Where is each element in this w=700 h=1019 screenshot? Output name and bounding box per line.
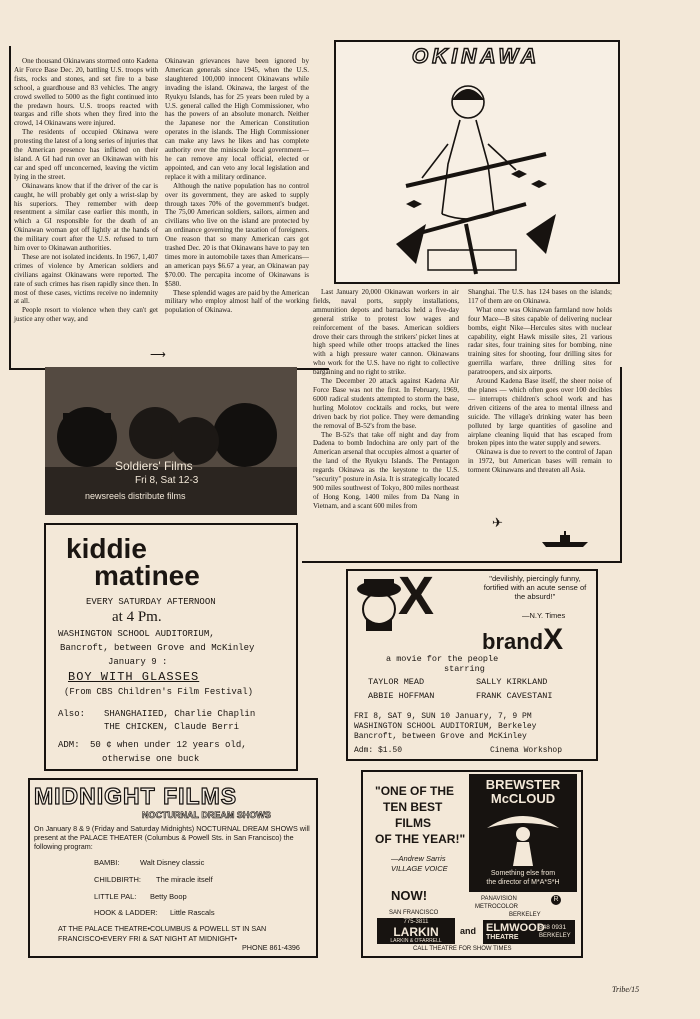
winged-man-drawing — [483, 808, 563, 868]
midnight-program-1-desc: Walt Disney classic — [140, 858, 205, 867]
brewster-panavision: PANAVISION — [481, 896, 517, 902]
brand-x-dates-1: FRI 8, SAT 9, SUN 10 January, 7, 9 PM — [354, 712, 532, 721]
brewster-and: and — [460, 926, 477, 936]
elmwood-box — [483, 920, 575, 944]
article-paragraph: The B-52's that take off night and day from Dadena to bomb Indochina are only part of the American arsenal that occupies almost a quarter of the land of the Ryukyu Islands. The Pentagon regards Okinawa as the keystone to the U.S. "security" posture in Asia. It is strategically located 900 miles southwest of Tokyo, 800 miles northeast of Hong Kong, 1400 miles from Da Nang in Vietnam, and a scant 600 miles from — [313, 430, 459, 510]
okinawa-illustration — [334, 40, 620, 284]
kiddie-source: (From CBS Children's Film Festival) — [64, 687, 254, 697]
midnight-program-4-desc: Little Rascals — [170, 908, 215, 917]
kiddie-every-saturday: EVERY SATURDAY AFTERNOON — [86, 597, 216, 607]
article-column-4 — [468, 288, 612, 475]
kiddie-feature: BOY WITH GLASSES — [68, 670, 200, 684]
ship-icon — [540, 530, 590, 548]
article-column-2 — [165, 57, 309, 315]
brewster-quote-3: FILMS — [395, 816, 431, 830]
brand-x-cast-1b: SALLY KIRKLAND — [476, 677, 548, 687]
kiddie-adm-2: otherwise one buck — [102, 754, 200, 764]
kiddie-title-2: matinee — [94, 560, 200, 591]
article-paragraph: Okinawans know that if the driver of the car is caught, he will probably get only a wrist-slap by his superiors. They remember with deep resentment a similar case earlier this month, in which a GI responsible for the death of an Okinawan woman got off lightly at the hands of the military court after the U.S. refused to turn him over to Okinawan authorities. — [14, 181, 158, 253]
brewster-city-2: BERKELEY — [509, 912, 541, 918]
midnight-phone: PHONE 861-4396 — [242, 943, 300, 952]
soldiers-films-line2: Fri 8, Sat 12-3 — [135, 475, 199, 486]
brewster-phone-2: 848 0931 — [539, 924, 567, 931]
midnight-program-3-desc: Betty Boop — [150, 892, 187, 901]
article-column-3 — [313, 288, 459, 511]
brand-x-cast-2a: ABBIE HOFFMAN — [368, 691, 435, 701]
brewster-phone-1: 775-3811 — [403, 919, 429, 925]
brand-x-adm: Adm: $1.50 — [354, 746, 403, 755]
brewster-city-1: SAN FRANCISCO — [389, 910, 439, 916]
brand-x-dates-2: WASHINGTON SCHOOL AUDITORIUM, Berkeley — [354, 722, 537, 731]
brand-x-quote-source: —N.Y. Times — [522, 611, 566, 620]
article-paragraph: These splendid wages are paid by the American military who employ almost half of the working population of Okinawa. — [165, 288, 309, 315]
article-paragraph: The December 20 attack against Kadena Air Force Base was not the first. In February, 1969, 6000 radical students attempted to storm the base, hurling Molotov cocktails and rocks, but were driven back by riot police. They were demanding the removal of B-52's from the base. — [313, 377, 459, 430]
brewster-quote-1: "ONE OF THE — [375, 784, 455, 798]
brand-x-ad — [346, 566, 598, 761]
brewster-address-1: LARKIN & O'FARRELL — [390, 938, 442, 944]
midnight-program-3-title: LITTLE PAL: — [94, 892, 137, 901]
airplane-icon: ✈ — [492, 515, 503, 530]
continue-arrow-icon: ⟶ — [150, 349, 166, 361]
article-paragraph: People resort to violence when they can't get justice any other way, and — [14, 306, 158, 324]
brewster-theater-2b: THEATRE — [486, 934, 519, 941]
midnight-intro: On January 8 & 9 (Friday and Saturday Midnights) NOCTURNAL DREAM SHOWS will present at the PALACE THEATER (Columbus & Powell Sts. in San Francisco) the following program: — [34, 824, 310, 851]
brewster-title-2: McCLOUD — [490, 791, 556, 806]
article-paragraph: The residents of occupied Okinawa were protesting the latest of a long series of injuries that the American presence has inflicted on their island. A GI had run over an Okinawan with his car and sped off unconcerned, leaving the victim lying in the street. — [14, 128, 158, 181]
midnight-program-2-title: CHILDBIRTH: — [94, 875, 141, 884]
brand-x-tagline-2: starring — [444, 664, 485, 674]
brand-x-dates-3: Bancroft, between Grove and McKinley — [354, 732, 527, 741]
kiddie-also-2: THE CHICKEN, Claude Berri — [104, 722, 240, 732]
midnight-subtitle: NOCTURNAL DREAM SHOWS — [142, 810, 271, 820]
brewster-tagline-1: Something else from — [490, 870, 556, 877]
brand-x-quote: "devilishly, piercingly funny, fortified with an acute sense of the absurd!" — [483, 574, 587, 601]
brewster-critic: —Andrew Sarris — [391, 854, 446, 863]
midnight-footer-2: FRANCISCO•EVERY FRI & SAT NIGHT AT MIDNIGHT• — [58, 934, 238, 943]
brand-x-tagline-1: a movie for the people — [386, 654, 499, 664]
midnight-films-ad — [28, 778, 318, 958]
soldiers-films-line3: newsreels distribute films — [85, 491, 186, 501]
article-paragraph: Around Kadena Base itself, the sheer noise of the planes — which often goes over 100 decibles — interrupts children's school work and has driven citizens of the area to mental illness and suicide. The village's drinking water has been polluted by large quantities of gasoline and airplane cleaning liquid that has escaped from broken pipes into the water supply and sewers. — [468, 377, 612, 448]
soldiers-films-photo — [45, 367, 297, 515]
brewster-city-2b: BERKELEY — [539, 933, 571, 939]
brewster-mccloud-ad — [361, 770, 583, 958]
kiddie-date: January 9 : — [108, 657, 168, 667]
article-paragraph: These are not isolated incidents. In 1967, 1,407 crimes of violence by American soldiers and civilians against Okinawans were reported. The rate of such crimes has risen rapidly since then. In most of these cases, victims receive no indemnity at all. — [14, 252, 158, 306]
midnight-program-4-title: HOOK & LADDER: — [94, 908, 158, 917]
article-paragraph: Although the native population has no control over its government, they are asked to supply through taxes 70% of the government's budget. The 75,00 American soldiers, sailors, airmen and civilians who live on the island are protected by an ordinance governing the taxation of foreigners. One reason that so many American cars got trashed Dec. 20 is that Okinawans have to pay ten times more in automobile taxes than Americans—an american pays $6.67 a year, an Okinawan pay $70.00. The percapita income of Okinawans is $580. — [165, 181, 309, 288]
brewster-title-1: BREWSTER — [485, 777, 561, 792]
okinawa-title: OKINAWA — [411, 45, 541, 68]
brewster-theater-2: ELMWOOD — [486, 922, 545, 934]
kiddie-venue: WASHINGTON SCHOOL AUDITORIUM, — [58, 629, 215, 639]
article-paragraph: One thousand Okinawans stormed onto Kadena Air Force Base Dec. 20, battling U.S. troops with fists, rocks and stones, and set fire to a base school, a guardhouse and 83 vehicles. The angry crowd swelled to 5000 as the fight continued into the predawn hours. U.S. troops reacted with teargas and rifle shots when they fired into the crowd, 14 Okinawans were injured. — [14, 57, 158, 128]
article-paragraph: Last January 20,000 Okinawan workers in air fields, naval ports, supply installations, ammunition depots and barracks held a five-day general strike to protest low wages and reinforcement of the bases. American soldiers drove their cars through the strikers' picket lines at high speed while other troops attacked the lines with a high pressure water cannon. Okinawans who work for the U.S. have no right to collective bargaining and no right to strike. — [313, 288, 459, 377]
article-column-1 — [14, 57, 158, 324]
brewster-now: NOW! — [391, 888, 428, 903]
midnight-program-2-desc: The miracle itself — [156, 875, 213, 884]
kiddie-adm-label: ADM: — [58, 740, 80, 750]
brand-x-title-word: brand — [482, 629, 544, 654]
kiddie-also-1: SHANGHAIIED, Charlie Chaplin — [104, 709, 256, 719]
brewster-quote-2: TEN BEST — [383, 800, 443, 814]
article-paragraph: What once was Okinawan farmland now holds four Mace—B sites capable of delivering nuclear bombs, eight Nike—Hercules sites with nuclear capability, eight Hawk missile sites, 21 various radar sites, four training sites for bombing, nine training sites for shooting, four drilling sites for guerrilla warfare, three drilling sites for paratroopers, and six airports. — [468, 305, 612, 377]
brewster-quote-4: OF THE YEAR!" — [375, 832, 466, 846]
soldiers-films-line1: Soldiers' Films — [115, 459, 193, 473]
brand-x-title-x: X — [543, 623, 564, 656]
kiddie-adm-1: 50 ¢ when under 12 years old, — [90, 740, 247, 750]
article-paragraph: Shanghai. The U.S. has 124 bases on the islands; 117 of them are on Okinawa. — [468, 288, 612, 305]
midnight-program-1-title: BAMBI: — [94, 858, 120, 867]
brand-x-big-x-icon: X — [398, 566, 435, 626]
brand-x-cast-2b: FRANK CAVESTANI — [476, 691, 553, 701]
midnight-title: MIDNIGHT FILMS — [34, 783, 238, 809]
kiddie-matinee-ad — [44, 523, 298, 771]
brand-x-org: Cinema Workshop — [490, 746, 563, 755]
midnight-footer-1: AT THE PALACE THEATRE•COLUMBUS & POWELL ST IN SAN — [58, 924, 267, 933]
kiddie-time: at 4 Pm. — [112, 609, 162, 625]
article-paragraph: Okinawan grievances have been ignored by American generals since 1945, when the U.S. slaughtered 100,000 innocent Okinawans while invading the island. Okinawa, the largest of the Ryukyu Islands, has for 25 years been ruled by a U.S. general called the High Commissioner, who has the powers of an absolute monarch. Neither the Japanese nor the American Constitution operates in the islands. The High Commissioner can make any laws he likes and has complete authority over the miniscule local government— he can remove any local official, elected or appointed, and can veto any local legislation and replace it with a military ordinance. — [165, 57, 309, 181]
kiddie-address: Bancroft, between Grove and McKinley — [60, 643, 255, 653]
brewster-poster — [469, 774, 577, 892]
larkin-box — [377, 918, 455, 944]
brewster-critic-pub: VILLAGE VOICE — [391, 864, 448, 873]
brand-x-title — [482, 623, 563, 657]
kiddie-also-label: Also: — [58, 709, 86, 719]
brewster-rating-badge: R — [551, 895, 561, 905]
child-with-weapons-drawing — [376, 74, 576, 278]
brewster-call: CALL THEATRE FOR SHOW TIMES — [413, 946, 512, 952]
brewster-theater-1: LARKIN — [393, 925, 439, 939]
article-paragraph: Okinawa is due to revert to the control of Japan in 1972, but American bases will remain to torment Okinawans and threaten all Asia. — [468, 448, 612, 475]
brand-x-cast-1a: TAYLOR MEAD — [368, 677, 425, 687]
page-footer: Tribe/15 — [612, 985, 640, 994]
brewster-tagline-2: the director of M*A*S*H — [486, 879, 560, 886]
brewster-metrocolor: METROCOLOR — [475, 904, 519, 910]
kiddie-title-1: kiddie — [66, 533, 147, 564]
